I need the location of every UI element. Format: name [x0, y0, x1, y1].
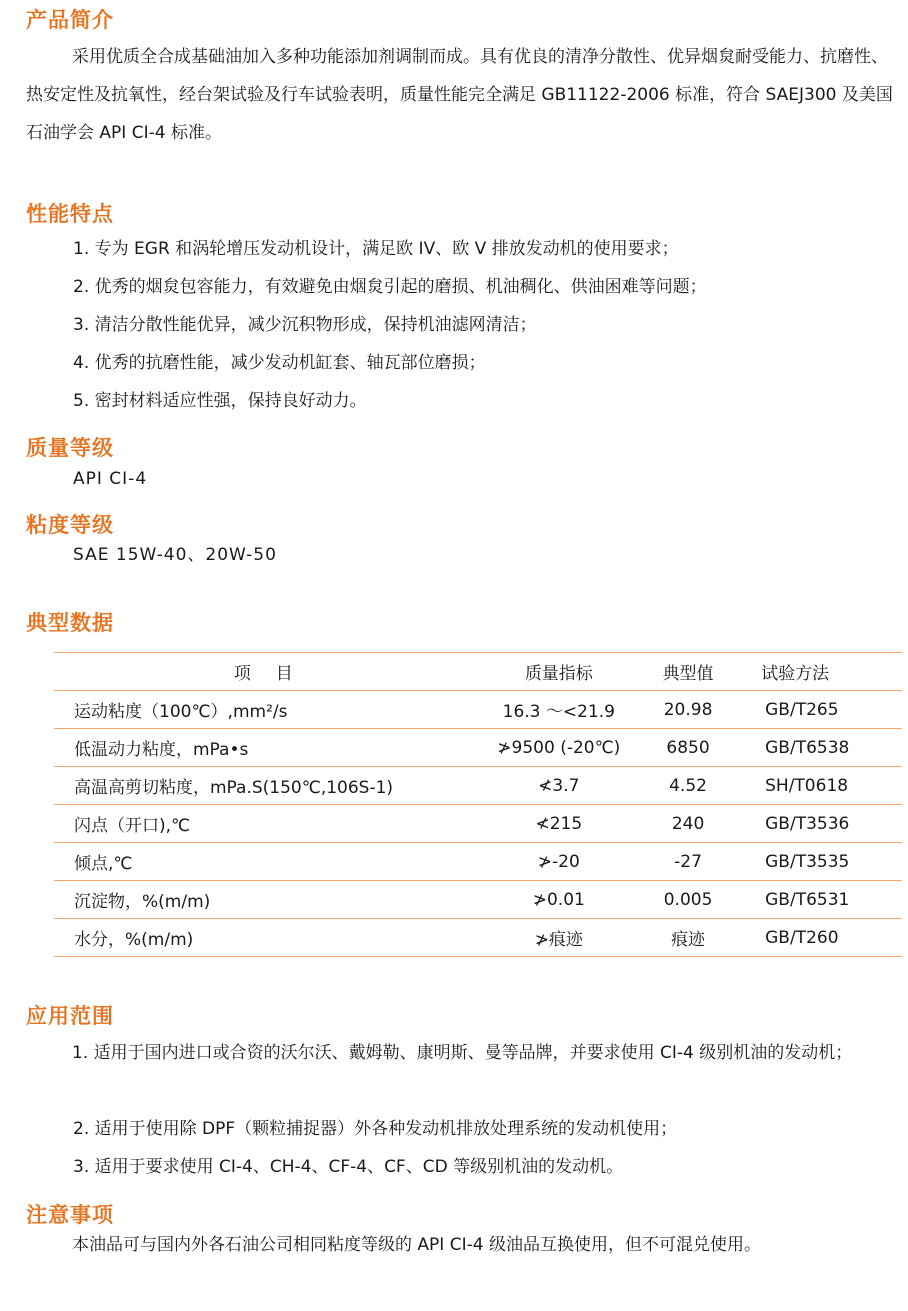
- intro-title: 产品简介: [26, 8, 114, 32]
- table-row: [54, 881, 902, 919]
- cell-method: GB/T6531: [735, 881, 902, 919]
- header-spec: 质量指标: [477, 653, 641, 691]
- application-item: 3. 适用于要求使用 CI-4、CH-4、CF-4、CF、CD 等级别机油的发动机。: [73, 1157, 624, 1177]
- header-typical: 典型值: [641, 653, 735, 691]
- cell-item: 闪点（开口),℃: [54, 805, 477, 843]
- header-item: 项 目: [54, 653, 477, 691]
- intro-text: 采用优质全合成基础油加入多种功能添加剂调制而成。具有优良的清净分散性、优异烟炱耐受能力、抗磨性、热安定性及抗氧性，经台架试验及行车试验表明，质量性能完全满足 GB11122-2006 标准，符合 SAEJ300 及美国石油学会 API CI-4 标准。: [26, 47, 893, 143]
- notes-text: 本油品可与国内外各石油公司相同粘度等级的 API CI-4 级油品互换使用，但不可混兑使用。: [72, 1235, 761, 1255]
- cell-method: GB/T6538: [735, 729, 902, 767]
- feature-item: 5. 密封材料适应性强，保持良好动力。: [73, 391, 367, 411]
- notes-title: 注意事项: [26, 1203, 114, 1227]
- cell-method: GB/T265: [735, 691, 902, 729]
- cell-typical: 240: [641, 805, 735, 843]
- cell-item: 水分，%(m/m): [54, 919, 477, 957]
- application-item: 1. 适用于国内进口或合资的沃尔沃、戴姆勒、康明斯、曼等品牌，并要求使用 CI-4 级别机油的发动机；: [72, 1043, 853, 1063]
- viscosity-title: 粘度等级: [26, 513, 114, 537]
- typical-title: 典型数据: [26, 611, 114, 635]
- cell-spec: ≮215: [477, 805, 641, 843]
- table-row: [54, 843, 902, 881]
- application-item: 2. 适用于使用除 DPF（颗粒捕捉器）外各种发动机排放处理系统的发动机使用；: [73, 1119, 678, 1139]
- feature-item: 2. 优秀的烟炱包容能力，有效避免由烟炱引起的磨损、机油稠化、供油困难等问题；: [73, 277, 707, 297]
- cell-typical: 6850: [641, 729, 735, 767]
- table-row: [54, 919, 902, 957]
- quality-title: 质量等级: [26, 436, 114, 460]
- cell-typical: 痕迹: [641, 919, 735, 957]
- viscosity-value: SAE 15W-40、20W-50: [73, 545, 277, 565]
- cell-item: 高温高剪切粘度，mPa.S(150℃,106S-1): [54, 767, 477, 805]
- quality-value: API CI-4: [73, 469, 148, 489]
- feature-item: 4. 优秀的抗磨性能，减少发动机缸套、轴瓦部位磨损；: [73, 353, 486, 373]
- table-row: [54, 805, 902, 843]
- cell-typical: 20.98: [641, 691, 735, 729]
- cell-method: GB/T3535: [735, 843, 902, 881]
- cell-item: 沉淀物，%(m/m): [54, 881, 477, 919]
- cell-item: 倾点,℃: [54, 843, 477, 881]
- cell-spec: ≯0.01: [477, 881, 641, 919]
- table-row: [54, 691, 902, 729]
- cell-spec: ≯-20: [477, 843, 641, 881]
- cell-spec: ≯9500 (-20℃): [477, 729, 641, 767]
- cell-item: 运动粘度（100℃）,mm²/s: [54, 691, 477, 729]
- cell-method: GB/T260: [735, 919, 902, 957]
- table-row: [54, 729, 902, 767]
- cell-typical: 4.52: [641, 767, 735, 805]
- typical-data-table: [54, 652, 902, 957]
- cell-item: 低温动力粘度，mPa•s: [54, 729, 477, 767]
- table-header-row: [54, 653, 902, 691]
- table-row: [54, 767, 902, 805]
- cell-typical: -27: [641, 843, 735, 881]
- cell-spec: 16.3 ～<21.9: [477, 691, 641, 729]
- cell-typical: 0.005: [641, 881, 735, 919]
- cell-method: GB/T3536: [735, 805, 902, 843]
- application-title: 应用范围: [26, 1004, 114, 1028]
- header-method: 试验方法: [735, 653, 902, 691]
- cell-spec: ≮3.7: [477, 767, 641, 805]
- feature-item: 1. 专为 EGR 和涡轮增压发动机设计，满足欧 IV、欧 V 排放发动机的使用要求；: [73, 239, 679, 259]
- cell-spec: ≯痕迹: [477, 919, 641, 957]
- cell-method: SH/T0618: [735, 767, 902, 805]
- features-title: 性能特点: [26, 202, 114, 226]
- feature-item: 3. 清洁分散性能优异，减少沉积物形成，保持机油滤网清洁；: [73, 315, 537, 335]
